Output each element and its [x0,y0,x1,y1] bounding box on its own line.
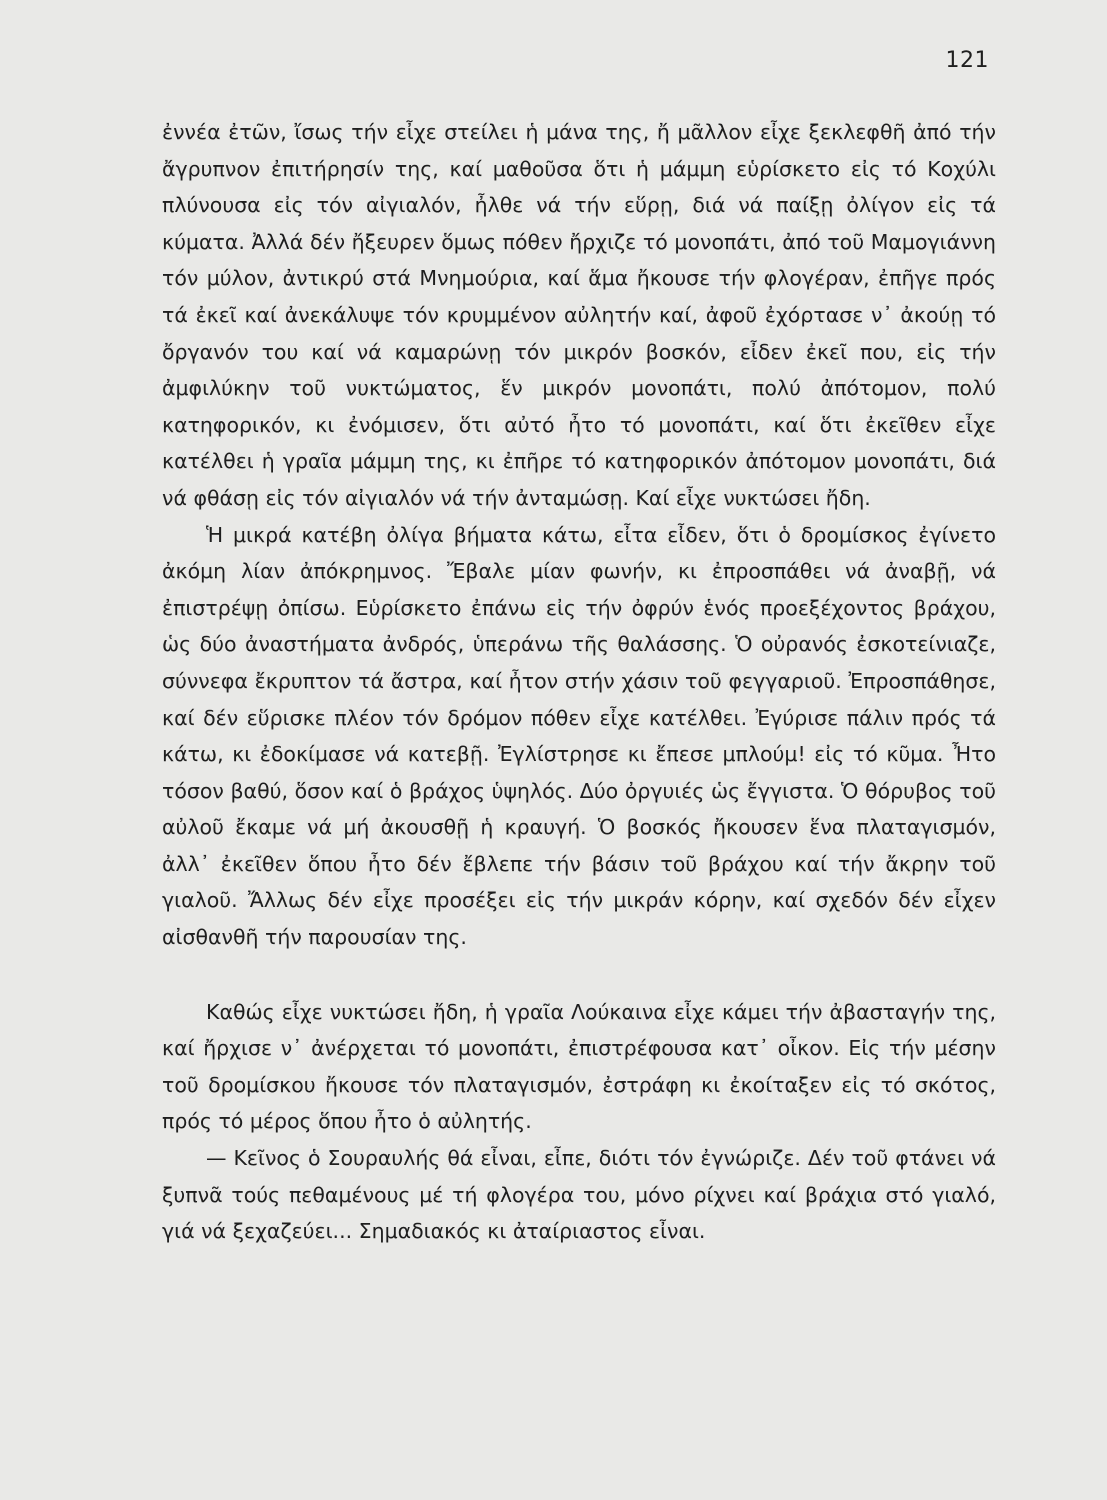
paragraph-3: Καθώς εἶχε νυκτώσει ἤδη, ἡ γραῖα Λούκαινα εἶχε κάμει τήν ἀβασταγήν της, καί ἤρχισε ν᾽ ἀνέρχεται τό μονοπάτι, ἐπιστρέφουσα κατ᾽ οἶκον. Εἰς τήν μέσην τοῦ δρομίσκου ἤκουσε τόν πλαταγισμόν, ἐστράφη κι ἐκοίταξεν εἰς τό σκότος, πρός τό μέρος ὅπου ἦτο ὁ αὐλητής. [162,999,996,1134]
paragraph-1: ἐννέα ἐτῶν, ἴσως τήν εἶχε στείλει ἡ μάνα της, ἤ μᾶλλον εἶχε ξεκλεφθῆ ἀπό τήν ἄγρυπνον ἐπιτήρησίν της, καί μαθοῦσα ὅτι ἡ μάμμη εὑρίσκετο εἰς τό Κοχύλι πλύνουσα εἰς τόν αἰγιαλόν, ἦλθε νά τήν εὕρῃ, διά νά παίξῃ ὀλίγον εἰς τά κύματα. Ἀλλά δέν ἤξευρεν ὅμως πόθεν ἤρχιζε τό μονοπάτι, ἀπό τοῦ Μαμογιάννη τόν μύλον, ἀντικρύ στά Μνημούρια, καί ἅμα ἤκουσε τήν φλογέραν, ἐπῆγε πρός τά ἐκεῖ καί ἀνεκάλυψε τόν κρυμμένον αὐλητήν καί, ἀφοῦ ἐχόρτασε ν᾽ ἀκούῃ τό ὄργανόν του καί νά καμαρώνῃ τόν μικρόν βοσκόν, εἶδεν ἐκεῖ που, εἰς τήν ἀμφιλύκην τοῦ νυκτώματος, ἕν μικρόν μονοπάτι, πολύ ἀπότομον, πολύ κατηφορικόν, κι ἐνόμισεν, ὅτι αὐτό ἦτο τό μονοπάτι, καί ὅτι ἐκεῖθεν εἶχε κατέλθει ἡ γραῖα μάμμη της, κι ἐπῆρε τό κατηφορικόν ἀπότομον μονοπάτι, διά νά φθάσῃ εἰς τόν αἰγιαλόν νά τήν ἀνταμώσῃ. Καί εἶχε νυκτώσει ἤδη. [162,120,996,510]
page-number: 121 [945,48,989,73]
body-text [162,114,996,1250]
paragraph-4: — Κεῖνος ὁ Σουραυλής θά εἶναι, εἶπε, διότι τόν ἐγνώριζε. Δέν τοῦ φτάνει νά ξυπνᾶ τούς πεθαμένους μέ τή φλογέρα του, μόνο ρίχνει καί βράχια στό γιαλό, γιά νά ξεχαζεύει... Σημαδιακός κι ἀταίριαστος εἶναι. [162,1146,996,1244]
section-break [162,956,996,994]
paragraph-2: Ἡ μικρά κατέβη ὀλίγα βήματα κάτω, εἶτα εἶδεν, ὅτι ὁ δρομίσκος ἐγίνετο ἀκόμη λίαν ἀπόκρημνος. Ἔβαλε μίαν φωνήν, κι ἐπροσπάθει νά ἀναβῇ, νά ἐπιστρέψῃ ὀπίσω. Εὑρίσκετο ἐπάνω εἰς τήν ὀφρύν ἑνός προεξέχοντος βράχου, ὡς δύο ἀναστήματα ἀνδρός, ὑπεράνω τῆς θαλάσσης. Ὁ οὐρανός ἐσκοτείνιαζε, σύννεφα ἔκρυπτον τά ἄστρα, καί ἦτον στήν χάσιν τοῦ φεγγαριοῦ. Ἐπροσπάθησε, καί δέν εὕρισκε πλέον τόν δρόμον πόθεν εἶχε κατέλθει. Ἐγύρισε πάλιν πρός τά κάτω, κι ἐδοκίμασε νά κατεβῇ. Ἐγλίστρησε κι ἔπεσε μπλούμ! εἰς τό κῦμα. Ἦτο τόσον βαθύ, ὅσον καί ὁ βράχος ὑψηλός. Δύο ὀργυιές ὡς ἔγγιστα. Ὁ θόρυβος τοῦ αὐλοῦ ἔκαμε νά μή ἀκουσθῇ ἡ κραυγή. Ὁ βοσκός ἤκουσεν ἕνα πλαταγισμόν, ἀλλ᾽ ἐκεῖθεν ὅπου ἦτο δέν ἔβλεπε τήν βάσιν τοῦ βράχου καί τήν ἄκρην τοῦ γιαλοῦ. Ἄλλως δέν εἶχε προσέξει εἰς τήν μικράν κόρην, καί σχεδόν δέν εἶχεν αἰσθανθῆ τήν παρουσίαν της. [162,522,996,950]
